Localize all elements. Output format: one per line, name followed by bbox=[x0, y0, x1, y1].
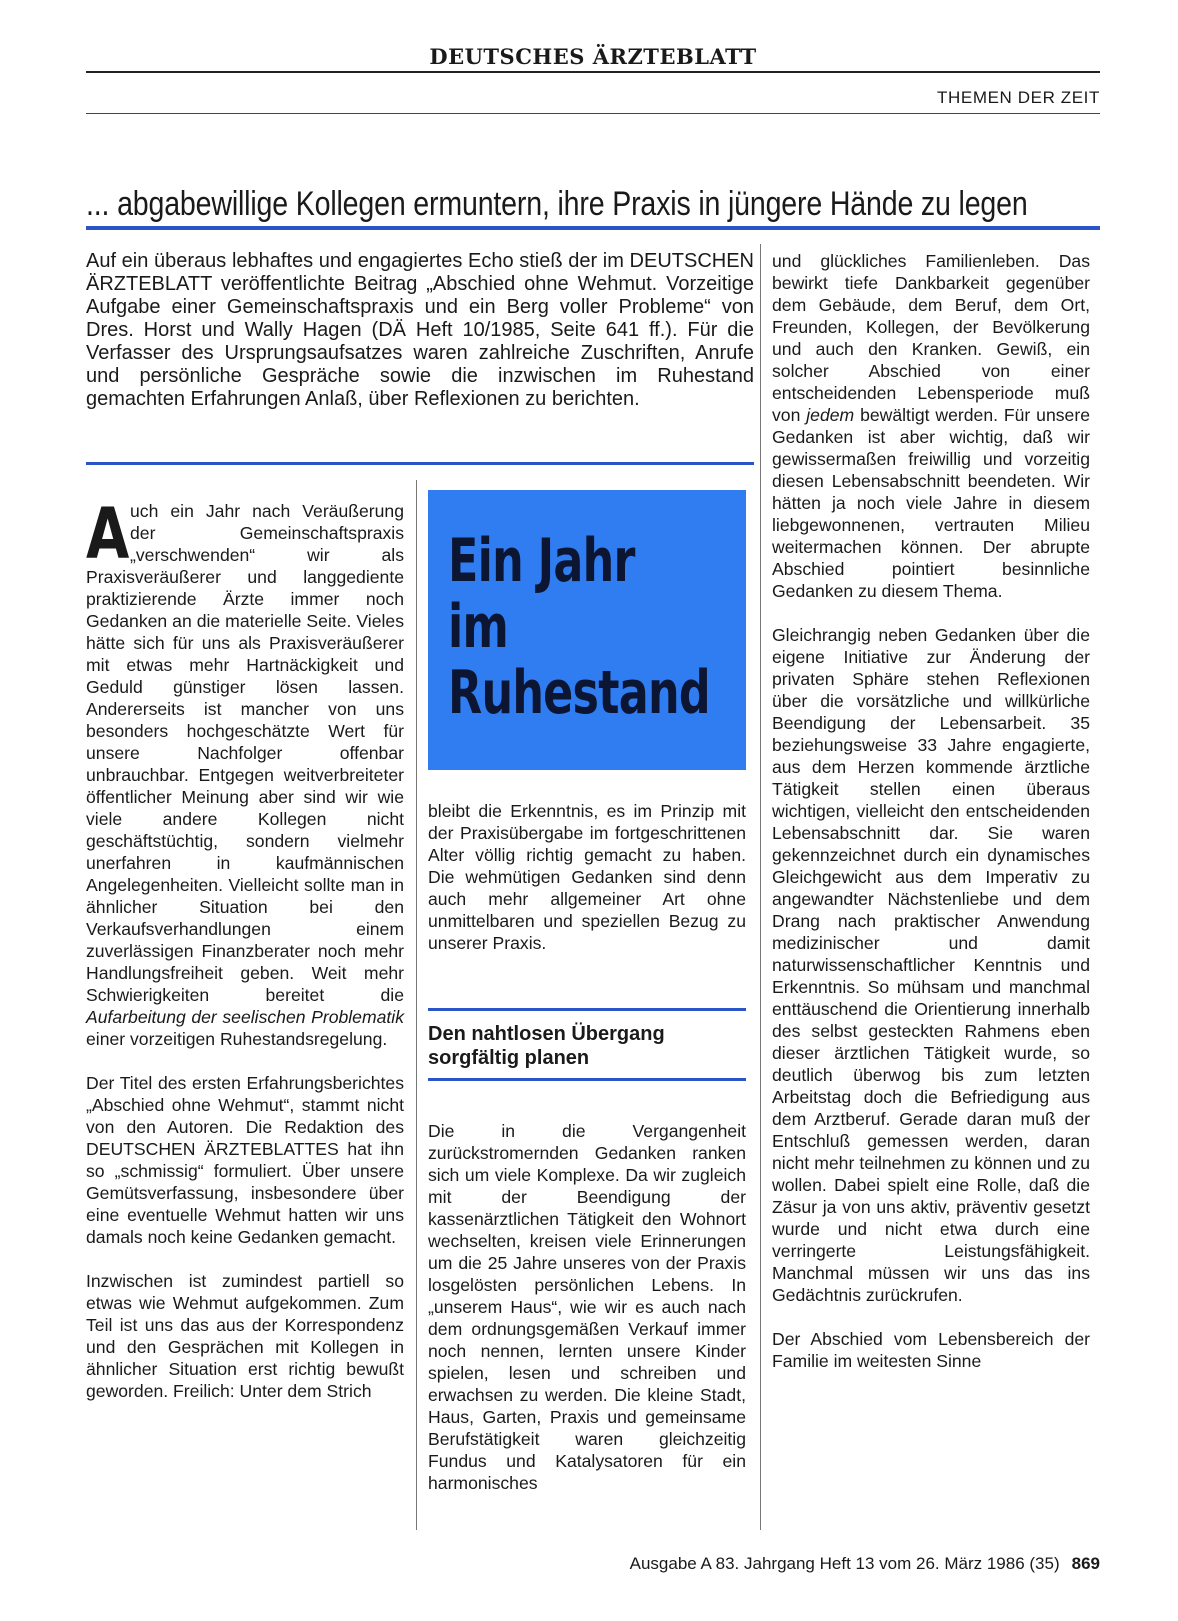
section-label: THEMEN DER ZEIT bbox=[937, 88, 1100, 107]
box-title-line-2: im bbox=[448, 592, 509, 662]
col3-paragraph-1 bbox=[772, 250, 1090, 602]
column-3 bbox=[772, 250, 1090, 1394]
page-number: 869 bbox=[1071, 1554, 1100, 1573]
col1-paragraph-2: Der Titel des ersten Erfahrungsberichtes „Abschied ohne Wehmut“, stammt nicht von den Autoren. Die Redaktion des DEUTSCHEN ÄRZTEBLATTES hat ihn so „schmissig“ formuliert. Über unsere Gemütsverfassung, insbesondere über eine eventuelle Wehmut hatten wir uns damals noch keine Gedanken gemacht. bbox=[86, 1073, 404, 1247]
col1-italic: Aufarbeitung der seelischen Problematik bbox=[86, 1007, 404, 1027]
drop-cap: A bbox=[86, 493, 130, 575]
col2-paragraph-1: bleibt die Erkenntnis, es im Prinzip mit der Praxisübergabe im fortgeschrittenen Alter völlig richtig gemacht zu haben. Die wehmütigen Gedanken sind denn auch mehr allgemeiner Art ohne unmittelbaren und speziellen Bezug zu unserer Praxis. bbox=[428, 801, 746, 953]
subheading: Den nahtlosen Übergang sorgfältig planen bbox=[428, 1023, 665, 1069]
box-title-line-3: Ruhestand bbox=[448, 658, 710, 728]
col3-text: bewältigt werden. Für unsere Gedanken ist aber wichtig, daß wir gewissermaßen freiwillig und vorzeitig diesen Lebensabschnitt beendeten. Wir hätten ja noch viele Jahre in diesem liebgewonnenen, vertrauten Milieu weitermachen können. Der abrupte Abschied pointiert besinnliche Gedanken zu diesem Thema. bbox=[772, 405, 1090, 601]
edition-info: Ausgabe A 83. Jahrgang Heft 13 vom 26. März 1986 (35) bbox=[629, 1554, 1060, 1573]
col3-paragraph-3: Der Abschied vom Lebensbereich der Familie im weitesten Sinne bbox=[772, 1329, 1090, 1371]
column-2-bottom bbox=[428, 1120, 746, 1516]
masthead: DEUTSCHES ÄRZTEBLATT bbox=[429, 44, 757, 69]
col3-text: und glückliches Familienleben. Das bewirkt tiefe Dankbarkeit gegenüber dem Gebäude, dem Beruf, dem Ort, Freunden, Kollegen, der Bevölkerung und auch den Kranken. Gewiß, ein solcher Abschied von einer entscheidenden Lebensperiode muß von bbox=[772, 251, 1090, 425]
col1-text: einer vorzeitigen Ruhestandsregelung. bbox=[86, 1029, 388, 1049]
col3-italic: jedem bbox=[806, 405, 855, 425]
title-box-heading bbox=[448, 528, 710, 726]
intro-rule bbox=[86, 462, 754, 465]
masthead-rule bbox=[86, 71, 1100, 73]
col1-paragraph-3: Inzwischen ist zumindest partiell so etwas wie Wehmut aufgekommen. Zum Teil ist uns das aus der Korrespondenz und den Gesprächen mit Kollegen in ähnlicher Situation erst richtig bewußt geworden. Freilich: Unter dem Strich bbox=[86, 1271, 404, 1401]
column-divider bbox=[416, 480, 417, 1530]
intro-text: Auf ein überaus lebhaftes und engagiertes Echo stieß der im DEUTSCHEN ÄRZTEBLATT veröffentlichte Beitrag „Abschied ohne Wehmut. Vorzeitige Aufgabe einer Gemeinschaftspraxis und ein Berg voller Probleme“ von Dres. Horst und Wally Hagen (DÄ Heft 10/1985, Seite 641 ff.). Für die Verfasser des Ursprungsaufsatzes waren zahlreiche Zuschriften, Anrufe und persönliche Gespräche sowie die inzwischen im Ruhestand gemachten Erfahrungen Anlaß, über Reflexionen zu berichten. bbox=[86, 250, 754, 410]
subhead-rule-bottom bbox=[428, 1078, 746, 1081]
section-rule bbox=[86, 113, 1100, 114]
title-box-background-texture bbox=[438, 492, 738, 528]
box-title-line-1: Ein Jahr bbox=[448, 526, 635, 596]
title-box bbox=[428, 490, 746, 770]
column-divider bbox=[760, 244, 761, 1530]
col3-paragraph-2: Gleichrangig neben Gedanken über die eigene Initiative zur Änderung der privaten Sphäre stehen Reflexionen über die vorsätzliche und willkürliche Beendigung der Lebensarbeit. 35 beziehungsweise 33 Jahre engagierte, aus dem Herzen kommende ärztliche Tätigkeit stellen einen überaus wichtigen, vielleicht den entscheidenden Lebensabschnitt dar. Sie waren gekennzeichnet durch ein dynamisches Gleichgewicht aus dem Imperativ zu angewandter Nächstenliebe und dem Drang nach praktischer Anwendung medizinischer und damit naturwissenschaftlicher Kenntnis und Erkenntnis. So mühsam und manchmal enttäuschend die Orientierung innerhalb des selbst gesteckten Rahmens eben dieser ärztlichen Tätigkeit wurde, so deutlich überwog bis zum letzten Arbeitstag doch die Befriedigung aus dem Arztberuf. Gerade daran muß der Entschluß gemessen werden, daran nicht mehr teilnehmen zu können und zu wollen. Dabei spielt eine Rolle, daß die Zäsur ja von uns aktiv, präventiv gesetzt wurde und nicht etwa durch eine verringerte Leistungsfähigkeit. Manchmal müssen wir uns das ins Gedächtnis zurückrufen. bbox=[772, 625, 1090, 1305]
col1-paragraph-1 bbox=[86, 493, 404, 1050]
column-2-top bbox=[428, 800, 746, 976]
col1-text: uch ein Jahr nach Veräußerung der Gemeinschaftspraxis „verschwenden“ wir als Praxisveräußerer und langgediente praktizierende Ärzte immer noch Gedanken an die materielle Seite. Vieles hätte sich für uns als Praxisveräußerer mit etwas mehr Hartnäckigkeit und Geduld günstiger lösen lassen. Andererseits ist mancher von uns besonders hochgeschätzte Wert für unsere Nachfolger offenbar unbrauchbar. Entgegen weitverbreiteter öffentlicher Meinung aber sind wir wie viele andere Kollegen nicht geschäftstüchtig, sondern vielmehr unerfahren in kaufmännischen Angelegenheiten. Vielleicht sollte man in ähnlicher Situation bei den Verkaufsverhandlungen einem zuverlässigen Finanzberater noch mehr Handlungsfreiheit geben. Weit mehr Schwierigkeiten bereitet die bbox=[86, 501, 404, 1005]
subhead-rule-top bbox=[428, 1008, 746, 1011]
headline: ... abgabewillige Kollegen ermuntern, ihre Praxis in jüngere Hände zu legen bbox=[86, 185, 1028, 223]
col2-paragraph-2: Die in die Vergangenheit zurückstromernden Gedanken ranken sich um viele Komplexe. Da wir zugleich mit der Beendigung der kassenärztlichen Tätigkeit den Wohnort wechselten, kreisen viele Erinnerungen um die 25 Jahre unseres von der Praxis losgelösten persönlichen Lebens. In „unserem Haus“, wie wir es auch nach dem ordnungsgemäßen Verkauf immer noch nennen, lernten unsere Kinder spielen, lesen und schreiben und erwachsen zu werden. Die kleine Stadt, Haus, Garten, Praxis und gemeinsame Berufstätigkeit waren gleichzeitig Fundus und Katalysatoren für ein harmonisches bbox=[428, 1121, 746, 1493]
page-footer bbox=[630, 1554, 1100, 1574]
column-1 bbox=[86, 493, 404, 1424]
intro-paragraph bbox=[86, 250, 754, 433]
headline-rule bbox=[86, 226, 1100, 230]
